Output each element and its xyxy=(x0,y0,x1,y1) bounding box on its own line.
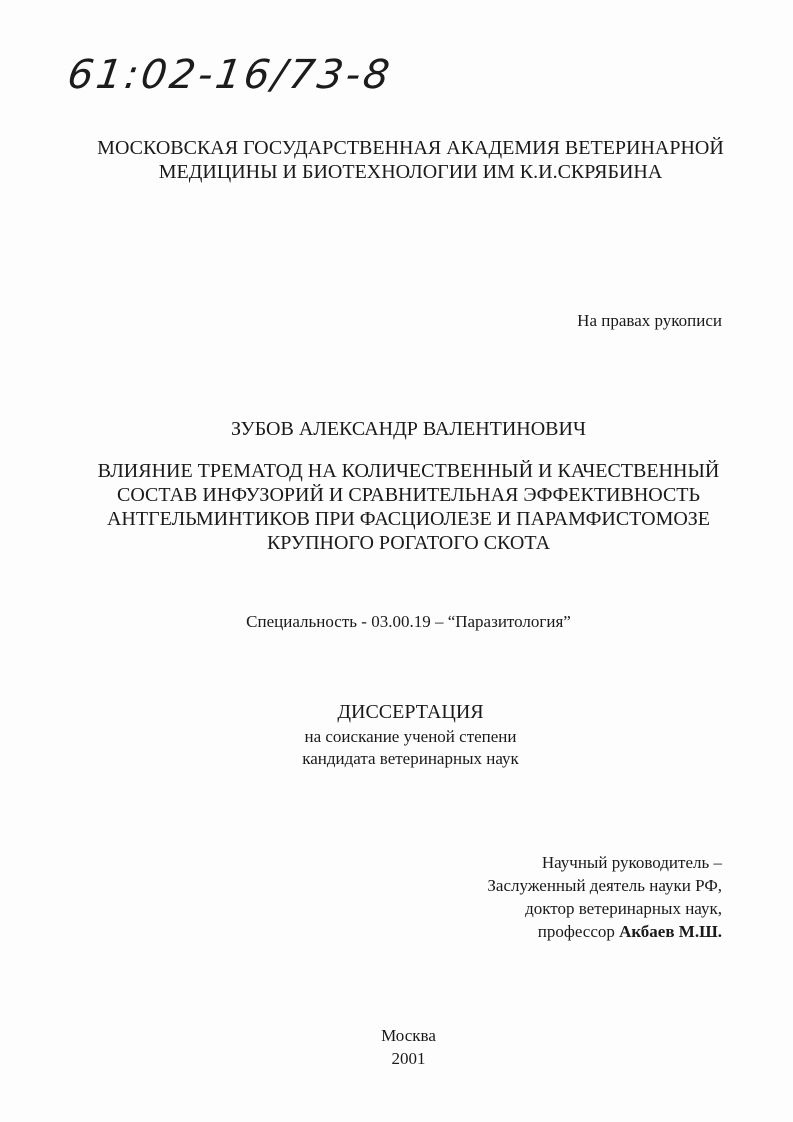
academy-name xyxy=(14,136,793,184)
degree-description xyxy=(14,726,793,770)
advisor-line-1: Научный руководитель – xyxy=(541,853,722,872)
manuscript-rights-note: На правах рукописи xyxy=(577,311,722,330)
advisor-title: профессор xyxy=(537,922,620,941)
title-line-4: КРУПНОГО РОГАТОГО СКОТА xyxy=(266,532,551,554)
degree-line-2: кандидата ветеринарных наук xyxy=(302,749,519,768)
dissertation-heading: ДИССЕРТАЦИЯ xyxy=(337,701,484,723)
academy-line-2: МЕДИЦИНЫ И БИОТЕХНОЛОГИИ ИМ К.И.СКРЯБИНА xyxy=(158,161,663,183)
specialty-line: Специальность - 03.00.19 – “Паразитология” xyxy=(246,612,571,631)
city: Москва xyxy=(381,1026,436,1045)
advisor-name: Акбаев М.Ш. xyxy=(619,922,722,941)
advisor-line-4 xyxy=(487,920,722,943)
advisor-line-2: Заслуженный деятель науки РФ, xyxy=(487,876,722,895)
place-and-year xyxy=(12,1024,793,1070)
handwritten-archive-code: 61:02-16/73-8 xyxy=(64,52,396,98)
title-line-1: ВЛИЯНИЕ ТРЕМАТОД НА КОЛИЧЕСТВЕННЫЙ И КАЧЕСТВЕННЫЙ xyxy=(97,460,720,482)
author-name: ЗУБОВ АЛЕКСАНДР ВАЛЕНТИНОВИЧ xyxy=(231,418,586,440)
advisor-line-3: доктор ветеринарных наук, xyxy=(525,899,722,918)
degree-line-1: на соискание ученой степени xyxy=(304,727,517,746)
year: 2001 xyxy=(391,1049,426,1068)
scientific-advisor xyxy=(487,851,722,943)
dissertation-title xyxy=(12,459,793,555)
academy-line-1: МОСКОВСКАЯ ГОСУДАРСТВЕННАЯ АКАДЕМИЯ ВЕТЕРИНАРНОЙ xyxy=(97,137,724,159)
title-line-3: АНТГЕЛЬМИНТИКОВ ПРИ ФАСЦИОЛЕЗЕ И ПАРАМФИСТОМОЗЕ xyxy=(106,508,711,530)
title-line-2: СОСТАВ ИНФУЗОРИЙ И СРАВНИТЕЛЬНАЯ ЭФФЕКТИВНОСТЬ xyxy=(117,484,700,506)
